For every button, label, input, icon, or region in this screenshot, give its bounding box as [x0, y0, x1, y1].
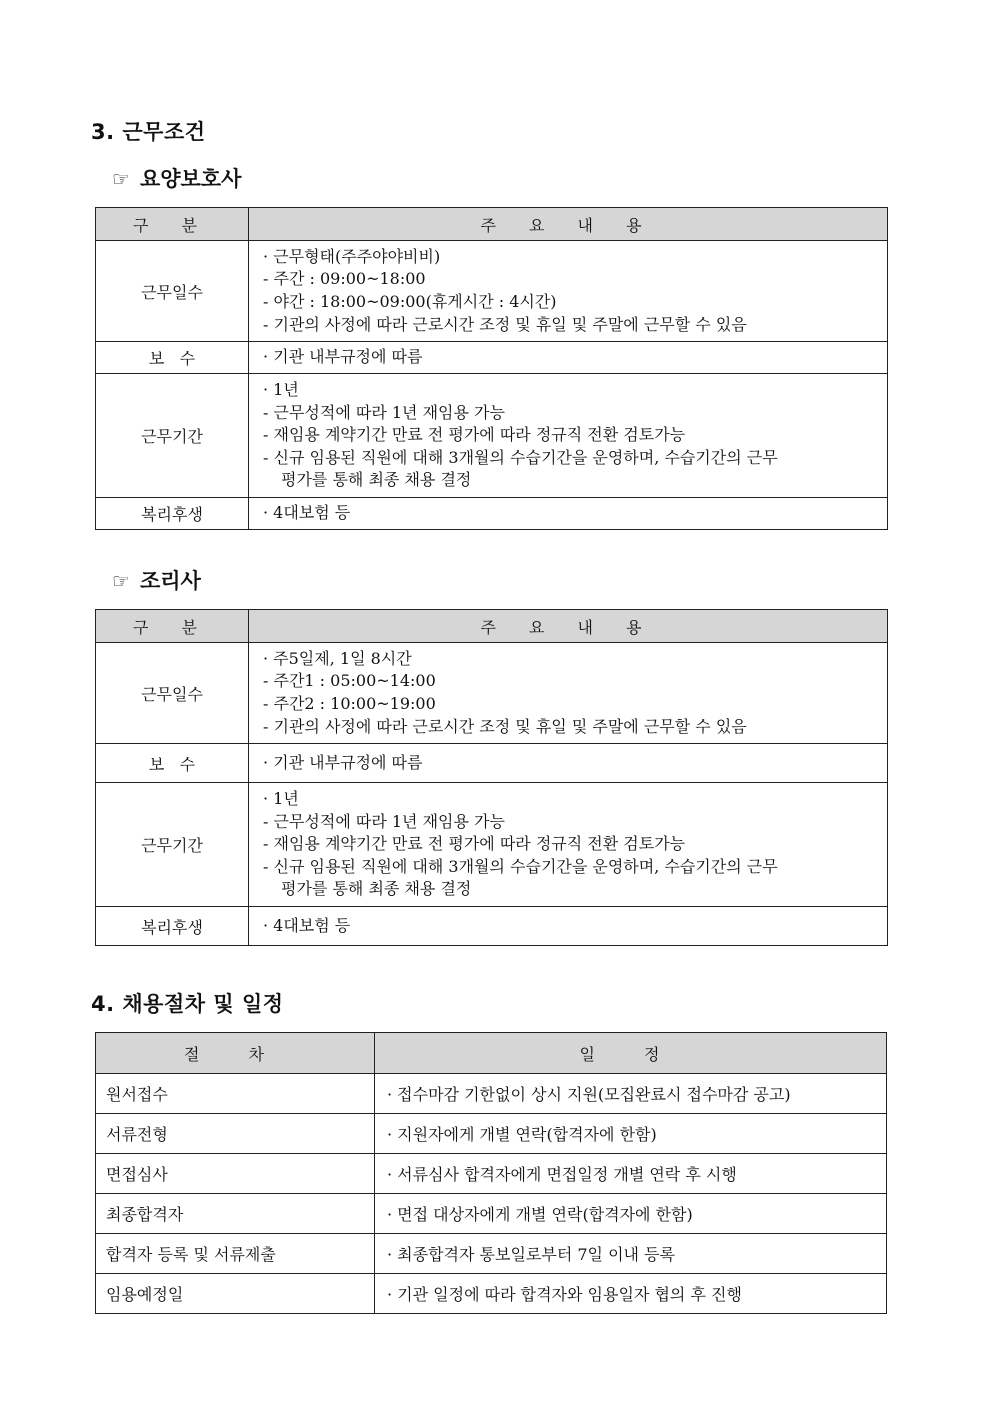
- process-step: 임용예정일: [96, 1274, 375, 1314]
- table-row: [96, 1234, 887, 1274]
- table-row: [96, 342, 888, 374]
- process-schedule: · 접수마감 기한없이 상시 지원(모집완료시 접수마감 공고): [375, 1074, 887, 1114]
- row-content: [249, 342, 888, 374]
- process-schedule: · 최종합격자 통보일로부터 7일 이내 등록: [375, 1234, 887, 1274]
- row-content: [249, 643, 888, 744]
- row-content: [249, 241, 888, 342]
- row-label: 근무기간: [96, 783, 249, 907]
- recruitment-process-table: [95, 1032, 887, 1314]
- table-row: [96, 1274, 887, 1314]
- table-row: [96, 1074, 887, 1114]
- pointing-hand-icon: ☞: [112, 167, 130, 191]
- cook-title: 조리사: [139, 569, 201, 593]
- row-label: 근무기간: [96, 374, 249, 498]
- caregiver-heading: [112, 163, 241, 193]
- table-row: [96, 241, 888, 342]
- content-line: - 재임용 계약기간 만료 전 평가에 따라 정규직 전환 검토가능: [263, 425, 686, 445]
- content-line: - 신규 임용된 직원에 대해 3개월의 수습기간을 운영하며, 수습기간의 근무: [263, 447, 778, 467]
- table-row: [96, 907, 888, 946]
- table-row: [96, 783, 888, 907]
- table-row: [96, 1194, 887, 1234]
- content-line: - 신규 임용된 직원에 대해 3개월의 수습기간을 운영하며, 수습기간의 근무: [263, 856, 778, 876]
- content-line: · 1년: [263, 789, 299, 809]
- table-row: [96, 1114, 887, 1154]
- content-line: · 기관 내부규정에 따름: [263, 347, 423, 367]
- row-content: [249, 783, 888, 907]
- row-content: [249, 744, 888, 783]
- section-3-title: 3. 근무조건: [91, 120, 206, 144]
- cook-heading: [112, 565, 201, 595]
- content-line: · 4대보험 등: [263, 503, 351, 523]
- process-schedule: · 지원자에게 개별 연락(합격자에 한함): [375, 1114, 887, 1154]
- row-label: 근무일수: [96, 643, 249, 744]
- pointing-hand-icon: ☞: [112, 569, 130, 593]
- table-header-row: [96, 610, 888, 643]
- process-step: 서류전형: [96, 1114, 375, 1154]
- content-line: - 기관의 사정에 따라 근로시간 조정 및 휴일 및 주말에 근무할 수 있음: [263, 716, 747, 736]
- content-line: - 근무성적에 따라 1년 재임용 가능: [263, 811, 505, 831]
- content-line: 평가를 통해 최종 채용 결정: [281, 879, 472, 899]
- content-line: - 주간2 : 10:00~19:00: [263, 694, 436, 713]
- row-content: [249, 907, 888, 946]
- row-label: 복리후생: [96, 498, 249, 530]
- row-content: [249, 498, 888, 530]
- table-row: [96, 643, 888, 744]
- row-label: 복리후생: [96, 907, 249, 946]
- table-row: [96, 498, 888, 530]
- header-schedule: 일 정: [375, 1033, 887, 1074]
- content-line: - 야간 : 18:00~09:00(휴게시간 : 4시간): [263, 292, 557, 311]
- table-row: [96, 374, 888, 498]
- table-row: [96, 1154, 887, 1194]
- content-line: - 근무성적에 따라 1년 재임용 가능: [263, 402, 505, 422]
- table-header-row: [96, 1033, 887, 1074]
- row-label: 근무일수: [96, 241, 249, 342]
- caregiver-title: 요양보호사: [139, 167, 242, 191]
- table-row: [96, 744, 888, 783]
- process-step: 면접심사: [96, 1154, 375, 1194]
- process-schedule: · 기관 일정에 따라 합격자와 임용일자 협의 후 진행: [375, 1274, 887, 1314]
- process-step: 원서접수: [96, 1074, 375, 1114]
- process-schedule: · 면접 대상자에게 개별 연락(합격자에 한함): [375, 1194, 887, 1234]
- header-category: 구 분: [96, 208, 249, 241]
- content-line: - 기관의 사정에 따라 근로시간 조정 및 휴일 및 주말에 근무할 수 있음: [263, 314, 747, 334]
- content-line: - 주간1 : 05:00~14:00: [263, 671, 436, 691]
- content-line: · 1년: [263, 380, 299, 400]
- content-line: - 주간 : 09:00~18:00: [263, 269, 426, 289]
- content-line: · 기관 내부규정에 따름: [263, 752, 423, 772]
- header-content: 주 요 내 용: [249, 208, 888, 241]
- header-step: 절 차: [96, 1033, 375, 1074]
- row-label: 보 수: [96, 744, 249, 783]
- content-line: - 재임용 계약기간 만료 전 평가에 따라 정규직 전환 검토가능: [263, 834, 686, 854]
- header-content: 주 요 내 용: [249, 610, 888, 643]
- row-content: [249, 374, 888, 498]
- process-step: 최종합격자: [96, 1194, 375, 1234]
- caregiver-conditions-table: [95, 207, 888, 530]
- process-schedule: · 서류심사 합격자에게 면접일정 개별 연락 후 시행: [375, 1154, 887, 1194]
- row-label: 보 수: [96, 342, 249, 374]
- table-header-row: [96, 208, 888, 241]
- content-line: · 주5일제, 1일 8시간: [263, 648, 412, 668]
- content-line: · 4대보험 등: [263, 915, 351, 935]
- cook-conditions-table: [95, 609, 888, 946]
- header-category: 구 분: [96, 610, 249, 643]
- section-4-title: 4. 채용절차 및 일정: [91, 992, 284, 1016]
- content-line: · 근무형태(주주야야비비): [263, 246, 441, 266]
- process-step: 합격자 등록 및 서류제출: [96, 1234, 375, 1274]
- content-line: 평가를 통해 최종 채용 결정: [281, 470, 472, 490]
